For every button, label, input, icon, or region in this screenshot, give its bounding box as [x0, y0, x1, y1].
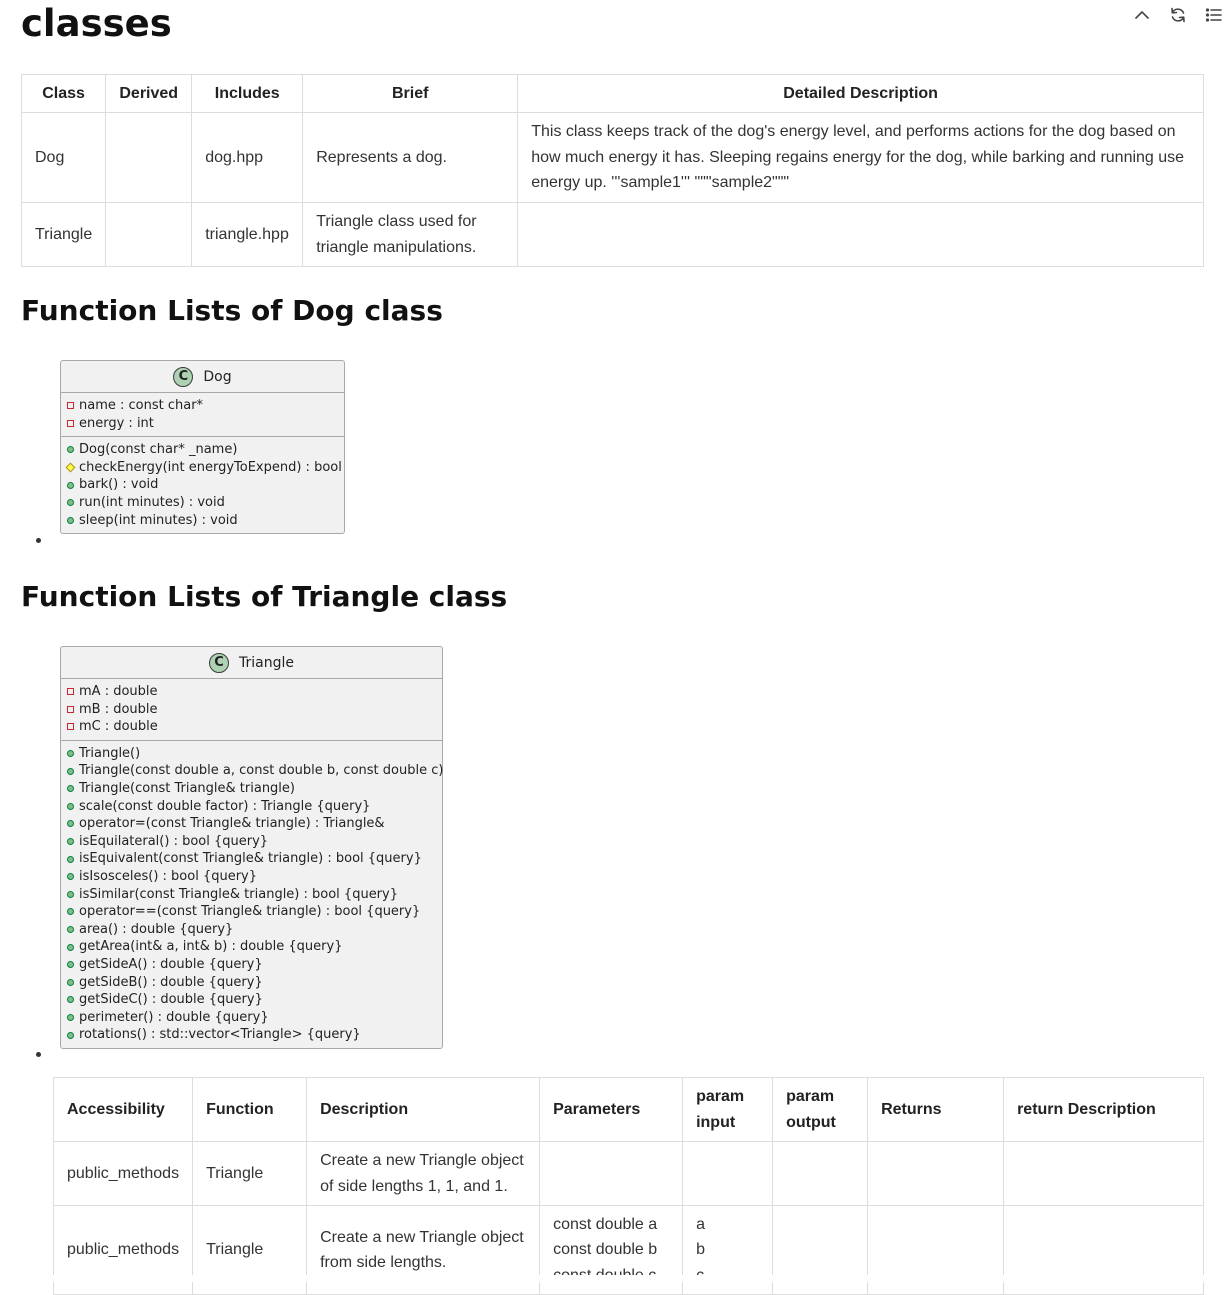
uml-method — [67, 868, 442, 886]
uml-method-text: checkEnergy(int energyToExpend) : bool — [79, 459, 342, 475]
uml-method — [67, 476, 344, 494]
detail-cell: This class keeps track of the dog's energy level, and performs actions for the dog based on how much energy it has. Sleeping regains energy for the dog, while barking and running use energy up. '''sample1''' """sample2""" — [518, 113, 1204, 203]
public-method-icon — [67, 1014, 74, 1021]
private-field-icon — [67, 402, 74, 409]
uml-method — [67, 1026, 442, 1044]
classes-table — [21, 74, 1204, 267]
column-header: Brief — [303, 75, 518, 113]
derived-cell — [106, 113, 192, 203]
uml-class-name: Dog — [203, 368, 232, 385]
uml-method — [67, 991, 442, 1009]
public-method-icon — [67, 944, 74, 951]
uml-field — [67, 718, 442, 736]
parameter-item: const double a — [553, 1215, 658, 1233]
uml-field-text: mA : double — [79, 684, 158, 699]
uml-field — [67, 397, 344, 415]
private-field-icon — [67, 723, 74, 730]
triangle-uml-diagram — [60, 646, 443, 1049]
uml-method-text: scale(const double factor) : Triangle {query} — [79, 798, 371, 814]
brief-cell: Represents a dog. — [303, 113, 518, 203]
uml-method — [67, 780, 442, 798]
public-method-icon — [67, 768, 74, 775]
list-bullet — [36, 538, 41, 543]
uml-methods — [61, 740, 442, 1048]
triangle-section-title: Function Lists of Triangle class — [21, 580, 508, 613]
column-header: param output — [773, 1078, 868, 1142]
public-method-icon — [67, 499, 74, 506]
refresh-icon[interactable] — [1167, 4, 1189, 26]
viewport-bottom-edge — [0, 1275, 1229, 1282]
uml-method-text: getSideA() : double {query} — [79, 956, 263, 972]
table-header-row — [54, 1078, 1204, 1142]
parameter-item: const double b — [553, 1241, 658, 1259]
column-header: Accessibility — [54, 1078, 193, 1142]
table-header-row — [22, 75, 1204, 113]
uml-method — [67, 850, 442, 868]
uml-method — [67, 745, 442, 763]
column-header: Description — [307, 1078, 540, 1142]
column-header: Derived — [106, 75, 192, 113]
uml-method-text: bark() : void — [79, 477, 159, 493]
uml-field-text: mC : double — [79, 719, 158, 735]
public-method-icon — [67, 517, 74, 524]
uml-fields — [61, 679, 442, 740]
class-name-cell: Dog — [22, 113, 106, 203]
uml-method-text: rotations() : std::vector<Triangle> {query} — [79, 1027, 361, 1043]
uml-field-text: name : const char* — [79, 398, 204, 413]
param-input-cell — [683, 1142, 773, 1206]
uml-field-text: mB : double — [79, 701, 158, 717]
function-cell: Triangle — [193, 1206, 307, 1295]
derived-cell — [106, 203, 192, 267]
function-cell: Triangle — [193, 1142, 307, 1206]
uml-field-text: energy : int — [79, 415, 154, 431]
class-badge-icon: C — [209, 653, 229, 673]
public-method-icon — [67, 873, 74, 880]
private-field-icon — [67, 420, 74, 427]
uml-method — [67, 762, 442, 780]
column-header: Detailed Description — [518, 75, 1204, 113]
uml-method — [67, 512, 344, 530]
uml-method — [67, 833, 442, 851]
uml-method — [67, 798, 442, 816]
public-method-icon — [67, 820, 74, 827]
uml-method — [67, 494, 344, 512]
uml-method-text: sleep(int minutes) : void — [79, 512, 238, 528]
dog-section-title: Function Lists of Dog class — [21, 294, 443, 327]
table-row — [22, 113, 1204, 203]
column-header: Parameters — [540, 1078, 683, 1142]
column-header: Includes — [192, 75, 303, 113]
uml-method-text: isEquivalent(const Triangle& triangle) : bool {query} — [79, 851, 422, 867]
parameters-cell — [540, 1142, 683, 1206]
access-cell: public_methods — [54, 1142, 193, 1206]
page-title: classes — [21, 2, 172, 45]
uml-method — [67, 938, 442, 956]
param-output-cell — [773, 1142, 868, 1206]
return-description-cell — [1004, 1142, 1204, 1206]
class-badge-icon: C — [173, 367, 193, 387]
uml-method-text: perimeter() : double {query} — [79, 1009, 269, 1025]
uml-method — [67, 921, 442, 939]
public-method-icon — [67, 979, 74, 986]
column-header: return Description — [1004, 1078, 1204, 1142]
public-method-icon — [67, 803, 74, 810]
uml-method-text: run(int minutes) : void — [79, 494, 225, 510]
uml-fields — [61, 393, 344, 436]
uml-method-text: isSimilar(const Triangle& triangle) : bool {query} — [79, 886, 398, 902]
public-method-icon — [67, 838, 74, 845]
description-cell: Create a new Triangle object of side lengths 1, 1, and 1. — [307, 1142, 540, 1206]
brief-cell: Triangle class used for triangle manipulations. — [303, 203, 518, 267]
uml-method — [67, 974, 442, 992]
public-method-icon — [67, 482, 74, 489]
table-row — [22, 203, 1204, 267]
column-header: Returns — [868, 1078, 1004, 1142]
protected-method-icon — [66, 463, 76, 473]
public-method-icon — [67, 996, 74, 1003]
includes-cell: triangle.hpp — [192, 203, 303, 267]
column-header: param input — [683, 1078, 773, 1142]
class-name-cell: Triangle — [22, 203, 106, 267]
detail-cell — [518, 203, 1204, 267]
public-method-icon — [67, 446, 74, 453]
column-header: Function — [193, 1078, 307, 1142]
dog-uml-diagram — [60, 360, 345, 534]
uml-field — [67, 683, 442, 701]
uml-method-text: Triangle(const Triangle& triangle) — [79, 780, 295, 796]
uml-methods — [61, 436, 344, 533]
uml-method — [67, 441, 344, 459]
uml-field — [67, 415, 344, 433]
includes-cell: dog.hpp — [192, 113, 303, 203]
uml-method — [67, 459, 344, 477]
uml-method-text: operator=(const Triangle& triangle) : Triangle& — [79, 816, 385, 832]
public-method-icon — [67, 856, 74, 863]
uml-method — [67, 886, 442, 904]
returns-cell — [868, 1142, 1004, 1206]
chevron-up-icon[interactable] — [1131, 4, 1153, 26]
table-row — [54, 1142, 1204, 1206]
list-bullet — [36, 1052, 41, 1057]
uml-method — [67, 903, 442, 921]
uml-method-text: operator==(const Triangle& triangle) : bool {query} — [79, 904, 421, 920]
param-input-item: a — [696, 1215, 705, 1233]
uml-method-text: isEquilateral() : bool {query} — [79, 833, 269, 849]
column-header: Class — [22, 75, 106, 113]
public-method-icon — [67, 1032, 74, 1039]
public-method-icon — [67, 891, 74, 898]
uml-method-text: getArea(int& a, int& b) : double {query} — [79, 939, 343, 955]
list-icon[interactable] — [1203, 4, 1225, 26]
uml-class-header — [61, 647, 442, 679]
uml-method-text: isIsosceles() : bool {query} — [79, 868, 258, 884]
uml-method — [67, 956, 442, 974]
param-input-item: b — [696, 1241, 705, 1259]
uml-field — [67, 701, 442, 719]
uml-method-text: Triangle(const double a, const double b, const double c) — [79, 763, 444, 779]
uml-method-text: getSideB() : double {query} — [79, 974, 263, 990]
uml-class-name: Triangle — [239, 654, 294, 671]
public-method-icon — [67, 961, 74, 968]
toolbar — [1131, 4, 1225, 26]
uml-class-header — [61, 361, 344, 393]
public-method-icon — [67, 926, 74, 933]
uml-method — [67, 815, 442, 833]
uml-method — [67, 1009, 442, 1027]
uml-method-text: area() : double {query} — [79, 921, 234, 937]
private-field-icon — [67, 688, 74, 695]
public-method-icon — [67, 750, 74, 757]
function-table — [53, 1077, 1204, 1295]
uml-method-text: Dog(const char* _name) — [79, 442, 238, 458]
private-field-icon — [67, 706, 74, 713]
description-cell: Create a new Triangle object from side lengths. — [307, 1206, 540, 1295]
uml-method-text: getSideC() : double {query} — [79, 992, 263, 1008]
access-cell: public_methods — [54, 1206, 193, 1295]
public-method-icon — [67, 908, 74, 915]
uml-method-text: Triangle() — [79, 745, 141, 761]
public-method-icon — [67, 785, 74, 792]
